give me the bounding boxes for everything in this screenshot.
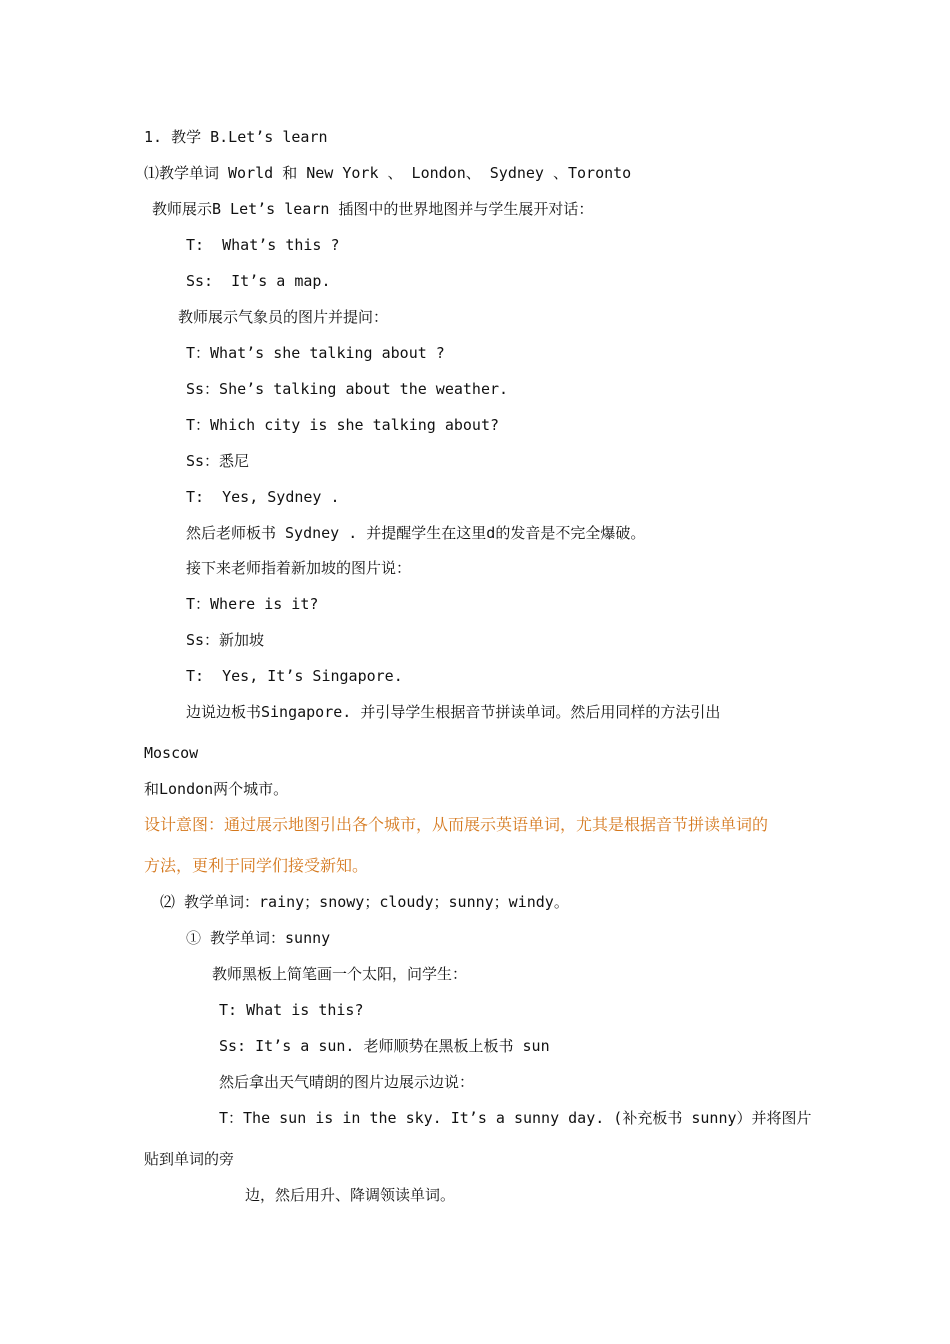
dialogue-line: Ss：新加坡 — [186, 631, 265, 649]
design-intent-line: 方法，更利于同学们接受新知。 — [144, 856, 369, 875]
paragraph-line: 然后老师板书 Sydney . 并提醒学生在这里d的发音是不完全爆破。 — [186, 524, 646, 542]
dialogue-line: T：What’s she talking about ? — [186, 344, 445, 362]
paragraph-line: 教师展示气象员的图片并提问： — [178, 308, 389, 326]
paragraph-line: 然后拿出天气晴朗的图片边展示边说： — [219, 1073, 475, 1091]
paragraph-line: 边，然后用升、降调领读单词。 — [245, 1186, 456, 1204]
dialogue-line: T：Where is it? — [186, 595, 319, 613]
section-heading: 1. 教学 B.Let’s learn — [144, 128, 328, 146]
dialogue-line: Ss: It’s a map. — [186, 272, 331, 290]
subsection-heading: ⑴教学单词 World 和 New York 、 London、 Sydney 、Toronto — [144, 164, 632, 182]
paragraph-line: 和London两个城市。 — [144, 780, 289, 798]
paragraph-line: 接下来老师指着新加坡的图片说： — [186, 559, 412, 577]
subsection-heading: ① 教学单词：sunny — [186, 929, 331, 947]
dialogue-line: T: Yes, Sydney . — [186, 488, 340, 506]
paragraph-line: 教师黑板上简笔画一个太阳，问学生： — [212, 965, 468, 983]
dialogue-line: Ss：She’s talking about the weather. — [186, 380, 509, 398]
dialogue-line: T: Yes, It’s Singapore. — [186, 667, 403, 685]
dialogue-line: T: What’s this ? — [186, 236, 340, 254]
subsection-heading: ⑵ 教学单词：rainy；snowy；cloudy；sunny；windy。 — [160, 893, 569, 911]
paragraph-line: 贴到单词的旁 — [144, 1150, 235, 1168]
paragraph-line: 教师展示B Let’s learn 插图中的世界地图并与学生展开对话： — [152, 200, 594, 218]
dialogue-line: T：The sun is in the sky. It’s a sunny day. (补充板书 sunny）并将图片 — [219, 1109, 812, 1127]
paragraph-line: Moscow — [144, 744, 199, 762]
dialogue-line: Ss: It’s a sun. 老师顺势在黑板上板书 sun — [219, 1037, 550, 1055]
dialogue-line: T：Which city is she talking about? — [186, 416, 500, 434]
dialogue-line: T: What is this? — [219, 1001, 364, 1019]
dialogue-line: Ss：悉尼 — [186, 452, 250, 470]
paragraph-line: 边说边板书Singapore. 并引导学生根据音节拼读单词。然后用同样的方法引出 — [186, 703, 721, 721]
design-intent-line: 设计意图：通过展示地图引出各个城市，从而展示英语单词，尤其是根据音节拼读单词的 — [144, 815, 769, 834]
